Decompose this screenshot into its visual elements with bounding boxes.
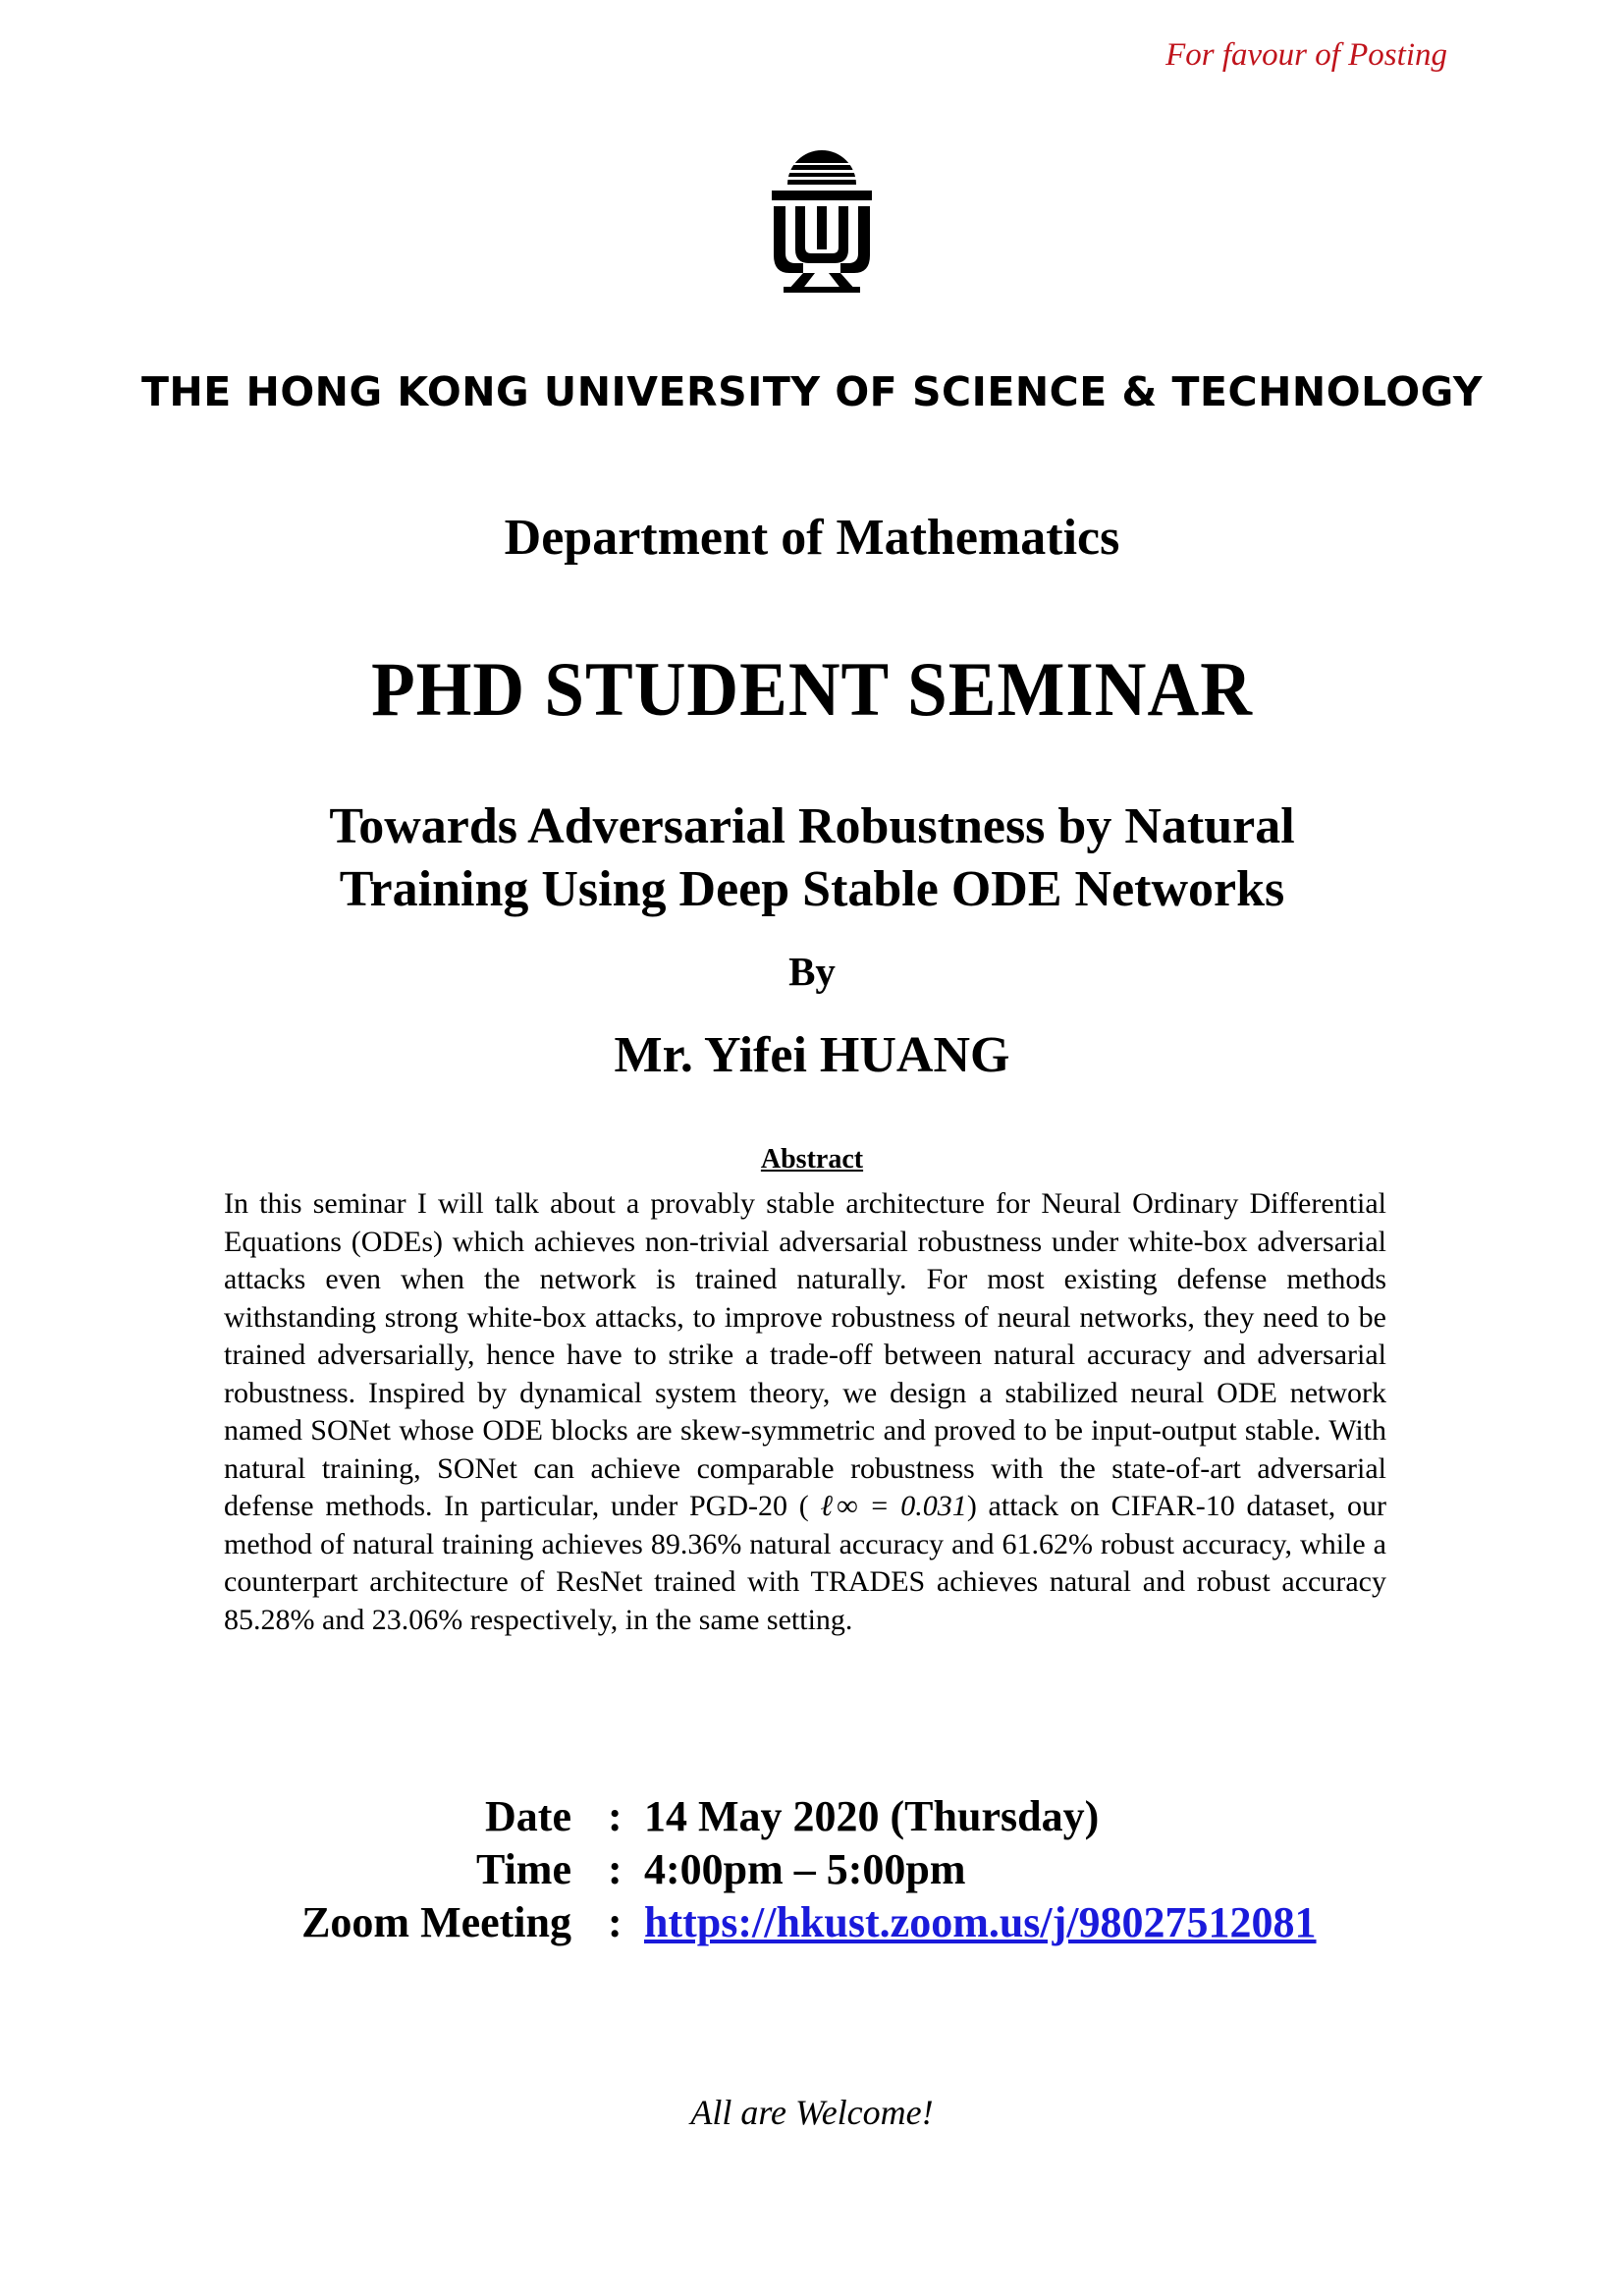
date-label: Date bbox=[485, 1792, 571, 1840]
time-value: 4:00pm – 5:00pm bbox=[644, 1845, 966, 1893]
posting-note: For favour of Posting bbox=[1165, 37, 1447, 73]
time-colon: : bbox=[608, 1845, 623, 1893]
hkust-logo-icon bbox=[768, 137, 876, 295]
abstract-text bbox=[224, 1185, 1386, 1639]
date-colon: : bbox=[608, 1792, 623, 1840]
event-details bbox=[0, 1790, 1624, 1949]
time-label: Time bbox=[476, 1845, 571, 1893]
date-row bbox=[0, 1790, 1624, 1843]
seminar-type-heading: PHD STUDENT SEMINAR bbox=[371, 645, 1253, 733]
zoom-colon: : bbox=[608, 1898, 623, 1946]
abstract-heading: Abstract bbox=[760, 1144, 864, 1175]
talk-title-line-2: Training Using Deep Stable ODE Networks bbox=[339, 861, 1285, 917]
time-row bbox=[0, 1843, 1624, 1896]
date-value: 14 May 2020 (Thursday) bbox=[644, 1792, 1100, 1840]
abstract-text-part-2: ) attack on CIFAR-10 dataset, our method of natural training achieves 89.36% natural accuracy and 61.62% robust accuracy, while a counterpart architecture of ResNet trained with TRADES achieves natural and robust accuracy 85.28% and 23.06% respectively, in the same setting. bbox=[224, 1490, 1387, 1636]
zoom-label: Zoom Meeting bbox=[301, 1898, 571, 1946]
speaker-name: Mr. Yifei HUANG bbox=[614, 1027, 1010, 1083]
welcome-note: All are Welcome! bbox=[690, 2093, 934, 2132]
by-label: By bbox=[788, 949, 836, 994]
zoom-row bbox=[0, 1896, 1624, 1949]
talk-title-line-1: Towards Adversarial Robustness by Natural bbox=[329, 798, 1295, 854]
zoom-meeting-link[interactable]: https://hkust.zoom.us/j/98027512081 bbox=[644, 1898, 1317, 1946]
university-name: THE HONG KONG UNIVERSITY OF SCIENCE & TECHNOLOGY bbox=[140, 368, 1484, 415]
math-expression: ℓ∞ = 0.031 bbox=[820, 1490, 967, 1522]
department-name: Department of Mathematics bbox=[504, 510, 1120, 566]
talk-title bbox=[196, 795, 1428, 921]
abstract-text-part-1: In this seminar I will talk about a provably stable architecture for Neural Ordinary Differential Equations (ODEs) which achieves non-trivial adversarial robustness under white-box adversarial attacks even when the network is trained naturally. For most existing defense methods withstanding strong white-box attacks, to improve robustness of neural networks, they need to be trained adversarially, hence have to strike a trade-off between natural accuracy and adversarial robustness. Inspired by dynamical system theory, we design a stabilized neural ODE network named SONet whose ODE blocks are skew-symmetric and proved to be input-output stable. With natural training, SONet can achieve comparable robustness with the state-of-art adversarial defense methods. In particular, under PGD-20 ( bbox=[224, 1187, 1386, 1522]
